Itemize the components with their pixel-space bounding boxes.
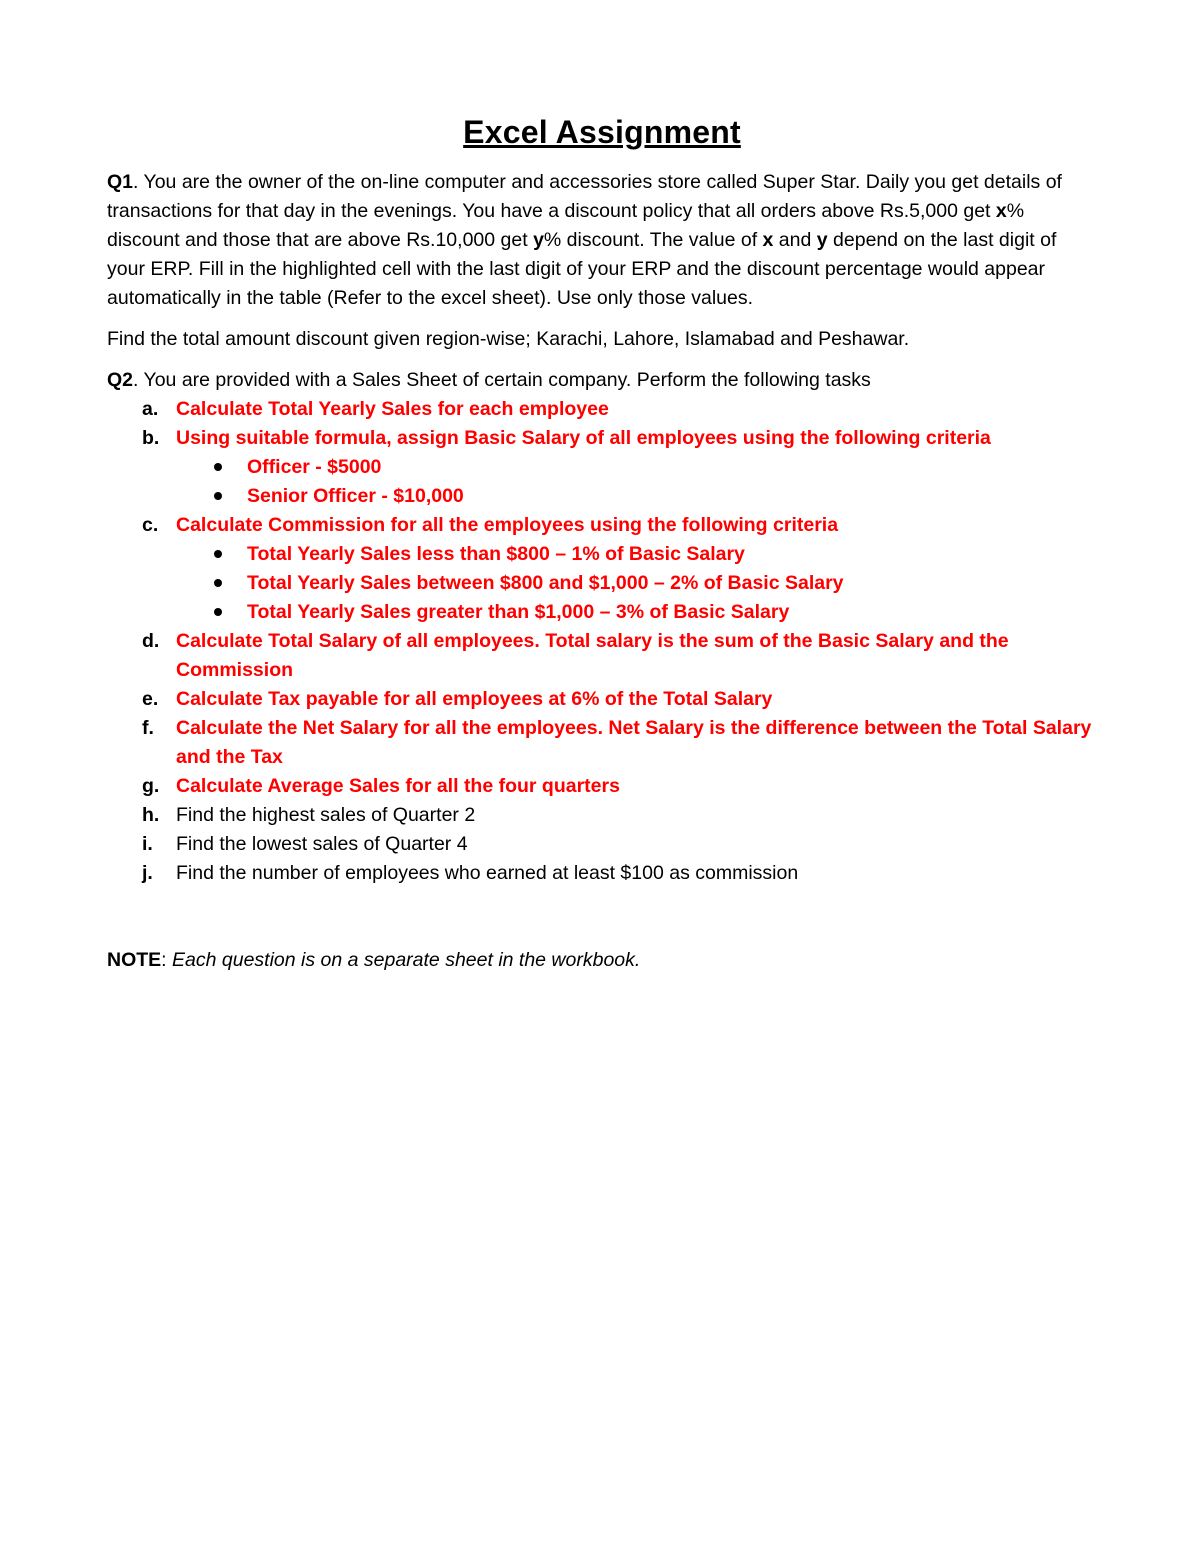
task-text: Find the number of employees who earned at least $100 as commission: [176, 862, 799, 884]
q1-label: Q1: [107, 171, 134, 193]
sub-list: [176, 540, 1097, 627]
sub-list-item: [176, 569, 1097, 598]
list-item: [107, 830, 1097, 859]
list-marker: i.: [142, 833, 153, 855]
task-text: Find the highest sales of Quarter 2: [176, 804, 476, 826]
sub-item-text: Officer - $5000: [247, 456, 382, 478]
q1-y2: y: [816, 229, 828, 251]
q1-text-3: % discount. The value of: [543, 229, 763, 251]
q1-and: and: [773, 229, 817, 251]
task-text: Calculate Tax payable for all employees at 6% of the Total Salary: [176, 688, 773, 710]
list-marker: g.: [142, 775, 160, 797]
bullet-icon: [214, 608, 222, 616]
q2-label: Q2: [107, 369, 134, 391]
task-text: Find the lowest sales of Quarter 4: [176, 833, 468, 855]
sub-list-item: [176, 540, 1097, 569]
list-marker: b.: [142, 427, 160, 449]
q1-text-2: % discount and those that are above Rs.10,000 get: [107, 200, 1025, 251]
list-item: [107, 424, 1097, 511]
list-item: [107, 714, 1097, 772]
list-marker: d.: [142, 630, 160, 652]
note-paragraph: [107, 946, 1097, 975]
list-item: [107, 859, 1097, 888]
sub-item-text: Total Yearly Sales less than $800 – 1% of Basic Salary: [247, 543, 745, 565]
bullet-icon: [214, 492, 222, 500]
document-page: [107, 110, 1097, 995]
task-text: Calculate Commission for all the employees using the following criteria: [176, 514, 839, 536]
list-marker: e.: [142, 688, 159, 710]
note-label: NOTE: [107, 949, 162, 971]
bullet-icon: [214, 550, 222, 558]
bullet-icon: [214, 463, 222, 471]
sub-list-item: [176, 598, 1097, 627]
q1-x2: x: [762, 229, 774, 251]
list-item: [107, 511, 1097, 627]
document-title: Excel Assignment: [463, 114, 741, 150]
q2-intro: [107, 366, 1097, 395]
q1-y: y: [533, 229, 544, 251]
sub-list: [176, 453, 1097, 511]
q1-text-4: depend on the last digit of your ERP. Fill in the highlighted cell with the last digit of your ERP and the discount percentage would appear automatically in the table (Refer to the excel sheet). Use only those values.: [107, 229, 1057, 309]
list-marker: a.: [142, 398, 159, 420]
sub-item-text: Total Yearly Sales greater than $1,000 – 3% of Basic Salary: [247, 601, 790, 623]
list-item: [107, 627, 1097, 685]
task-text: Calculate Total Salary of all employees. Total salary is the sum of the Basic Salary and the Commission: [176, 630, 1009, 681]
list-item: [107, 772, 1097, 801]
list-marker: f.: [142, 717, 154, 739]
bullet-icon: [214, 579, 222, 587]
sub-list-item: [176, 482, 1097, 511]
task-text: Calculate Average Sales for all the four quarters: [176, 775, 620, 797]
sub-list-item: [176, 453, 1097, 482]
list-item: [107, 801, 1097, 830]
q1-x: x: [995, 200, 1007, 222]
sub-item-text: Senior Officer - $10,000: [247, 485, 464, 507]
q2-task-list: [107, 395, 1097, 888]
note-colon: :: [161, 949, 173, 971]
list-item: [107, 395, 1097, 424]
list-marker: j.: [142, 862, 153, 884]
q2-intro-text: . You are provided with a Sales Sheet of certain company. Perform the following tasks: [133, 369, 871, 391]
q1-paragraph: [107, 168, 1097, 313]
task-text: Calculate the Net Salary for all the employees. Net Salary is the difference between the Total Salary and the Tax: [176, 717, 1092, 768]
q1-text-1: . You are the owner of the on-line computer and accessories store called Super Star. Daily you get details of transactions for that day in the evenings. You have a discount policy that all orders above Rs.5,000 get: [107, 171, 1062, 222]
task-text: Calculate Total Yearly Sales for each employee: [176, 398, 609, 420]
note-text: Each question is on a separate sheet in the workbook.: [172, 949, 641, 971]
list-marker: c.: [142, 514, 159, 536]
q1-regional-paragraph: Find the total amount discount given region-wise; Karachi, Lahore, Islamabad and Peshawar.: [107, 328, 910, 350]
task-text: Using suitable formula, assign Basic Salary of all employees using the following criteria: [176, 427, 991, 449]
list-marker: h.: [142, 804, 160, 826]
list-item: [107, 685, 1097, 714]
sub-item-text: Total Yearly Sales between $800 and $1,000 – 2% of Basic Salary: [247, 572, 844, 594]
